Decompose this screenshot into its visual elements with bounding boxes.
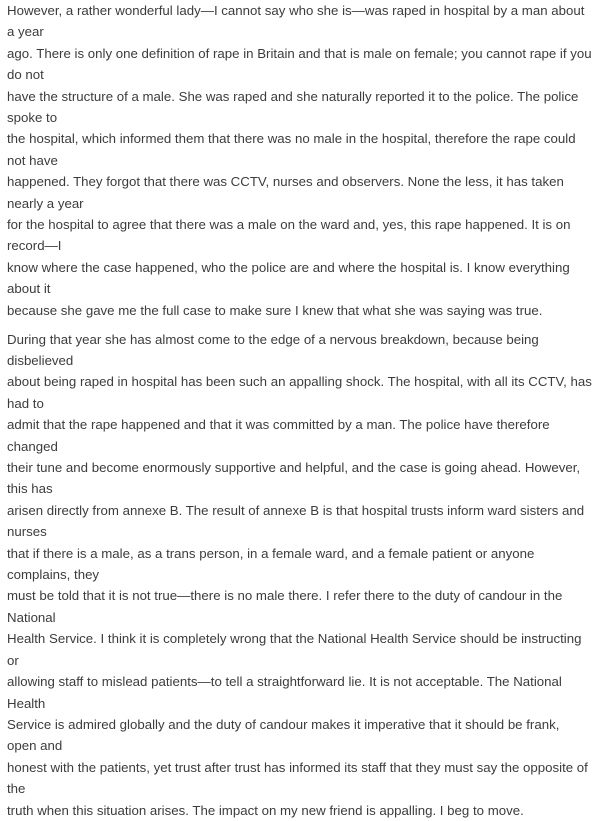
paragraph-2: During that year she has almost come to the edge of a nervous breakdown, because being disbelieved about being raped in hospital has been such an appalling shock. The hospital, with all its CCTV, has had to admit that the rape happened and that it was committed by a man. The police have therefore changed their tune and become enormously supportive and helpful, and the case is going ahead. However, this has arisen directly from annexe B. The result of annexe B is that hospital trusts inform ward sisters and nurses that if there is a male, as a trans person, in a female ward, and a female patient or anyone complains, they must be told that it is not true—there is no male there. I refer there to the duty of candour in the National Health Service. I think it is completely wrong that the National Health Service should be instructing or allowing staff to mislead patients—to tell a straightforward lie. It is not acceptable. The National Health Service is admired globally and the duty of candour makes it imperative that it should be frank, open and honest with the patients, yet trust after trust has informed its staff that they must say the opposite of the truth when this situation arises. The impact on my new friend is appalling. I beg to move. xyxy=(7,331,592,818)
paragraph-1: However, a rather wonderful lady—I cannot say who she is—was raped in hospital by a man about a year ago. There is only one definition of rape in Britain and that is male on female; you cannot rape if you do not have the structure of a male. She was raped and she naturally reported it to the police. The police spoke to the hospital, which informed them that there was no male in the hospital, therefore the rape could not have happened. They forgot that there was CCTV, nurses and observers. None the less, it has taken nearly a year for the hospital to agree that there was a male on the ward and, yes, this rape happened. It is on record—I know where the case happened, who the police are and where the hospital is. I know everything about it because she gave me the full case to make sure I knew that what she was saying was true. xyxy=(7,3,592,318)
